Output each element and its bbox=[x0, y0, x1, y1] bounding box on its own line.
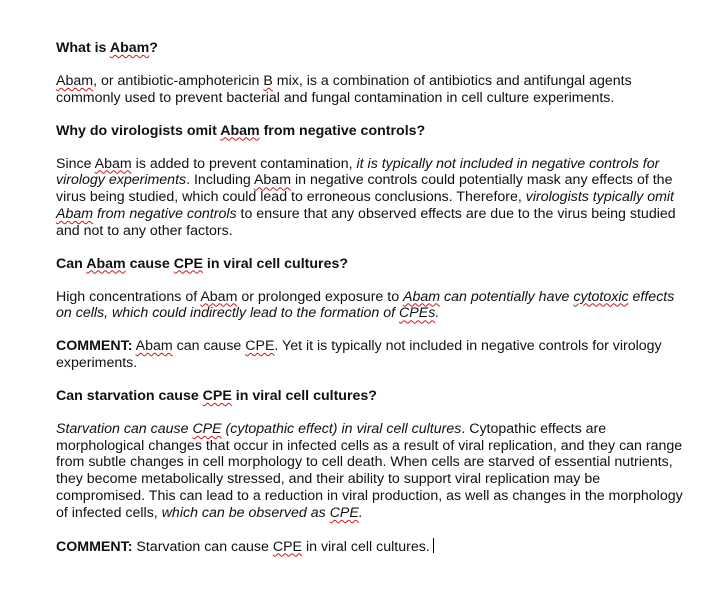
text-run: . Yet it is typically not included in negative controls for virology experiments. bbox=[56, 338, 662, 371]
text-run: COMMENT: bbox=[56, 338, 133, 355]
document-content[interactable] bbox=[56, 40, 688, 555]
text-run: Starvation can cause bbox=[132, 538, 273, 555]
text-run: Abam bbox=[253, 172, 292, 189]
text-run: CPE bbox=[272, 538, 303, 555]
heading-why-omit-abam bbox=[56, 123, 688, 140]
text-run: cytotoxic bbox=[573, 288, 629, 305]
text-run: CPE bbox=[192, 420, 222, 437]
text-run: , or antibiotic-amphotericin bbox=[93, 73, 264, 89]
text-run: Abam bbox=[86, 255, 126, 272]
text-run: in viral cell cultures? bbox=[231, 387, 377, 404]
paragraph-why-omit-abam bbox=[56, 156, 688, 240]
text-run: (cytopathic effect) in viral cell cultures bbox=[221, 420, 462, 437]
text-run: can cause bbox=[172, 338, 246, 355]
text-run: or prolonged exposure to bbox=[237, 288, 404, 305]
text-run: . bbox=[435, 305, 440, 322]
text-run: Abam bbox=[94, 155, 132, 172]
text-run: CPE bbox=[202, 387, 232, 404]
text-run: effects on cells, which could indirectly lead to the formation of bbox=[56, 288, 675, 322]
text-run: in viral cell cultures. bbox=[302, 538, 430, 555]
text-run: Can bbox=[56, 255, 87, 272]
text-run: which can be observed as bbox=[161, 504, 330, 521]
text-run: Since bbox=[56, 155, 95, 172]
text-run: Abam bbox=[403, 288, 441, 305]
text-run: is added to prevent contamination, bbox=[131, 155, 357, 172]
text-run: virologists typically omit bbox=[525, 189, 675, 206]
text-run: it is typically not included in negative controls for virology experiments bbox=[56, 155, 660, 189]
text-run: Abam bbox=[200, 288, 238, 305]
text-run: from negative controls bbox=[93, 205, 237, 222]
text-run: Abam bbox=[109, 40, 150, 56]
text-run: cause bbox=[125, 255, 174, 272]
text-run: B bbox=[263, 73, 273, 89]
text-run: Abam bbox=[135, 338, 173, 355]
text-run: Starvation can cause bbox=[56, 420, 193, 437]
text-run: CPEs bbox=[399, 305, 436, 322]
paragraph-abam-cytotoxic bbox=[56, 289, 688, 323]
text-run: Abam bbox=[56, 73, 94, 89]
text-run: from negative controls? bbox=[259, 122, 426, 139]
text-run: CPE bbox=[173, 255, 203, 272]
paragraph-starvation-cpe bbox=[56, 421, 688, 522]
text-run: to ensure that any observed effects are due to the virus being studied and not to any other factors. bbox=[56, 205, 676, 239]
comment-starvation-cpe bbox=[56, 538, 688, 556]
text-run: . bbox=[358, 504, 363, 521]
text-run: Why do virologists omit bbox=[56, 122, 221, 139]
text-run: . Including bbox=[186, 172, 254, 189]
comment-abam-cpe bbox=[56, 338, 688, 372]
text-run: CPE bbox=[329, 504, 359, 521]
text-run: Abam bbox=[220, 122, 260, 139]
text-run: Abam bbox=[56, 205, 94, 222]
text-run: mix, is a combination of antibiotics and antifungal agents commonly used to prevent bacterial and fungal contamination in cell culture experiments. bbox=[56, 73, 632, 106]
text-run: can potentially have bbox=[440, 288, 574, 305]
heading-what-is-abam bbox=[56, 40, 688, 57]
text-run: High concentrations of bbox=[56, 288, 201, 305]
text-run: in negative controls could potentially mask any effects of the virus being studied, which could lead to erroneous conclusions. Therefore, bbox=[56, 172, 673, 206]
text-run: CPE bbox=[245, 338, 275, 355]
heading-abam-cause-cpe bbox=[56, 256, 688, 273]
text-run: Can starvation cause bbox=[56, 387, 203, 404]
text-run: . Cytopathic effects are morphological changes that occur in infected cells as a result of viral replication, and they can range from subtle changes in cell morphology to cell death. When cells are starved of essential nutrients, they become metabolically stressed, and their ability to support viral replication may be compromised. This can lead to a reduction in viral production, as well as changes in the morphology of infected cells, bbox=[56, 420, 683, 521]
heading-starvation-cause-cpe bbox=[56, 388, 688, 405]
text-run: ? bbox=[149, 40, 158, 56]
text-run: in viral cell cultures? bbox=[202, 255, 349, 272]
paragraph-abam-definition bbox=[56, 73, 688, 107]
text-run: COMMENT: bbox=[56, 538, 133, 555]
text-cursor bbox=[433, 538, 434, 553]
text-run: What is bbox=[56, 40, 110, 56]
